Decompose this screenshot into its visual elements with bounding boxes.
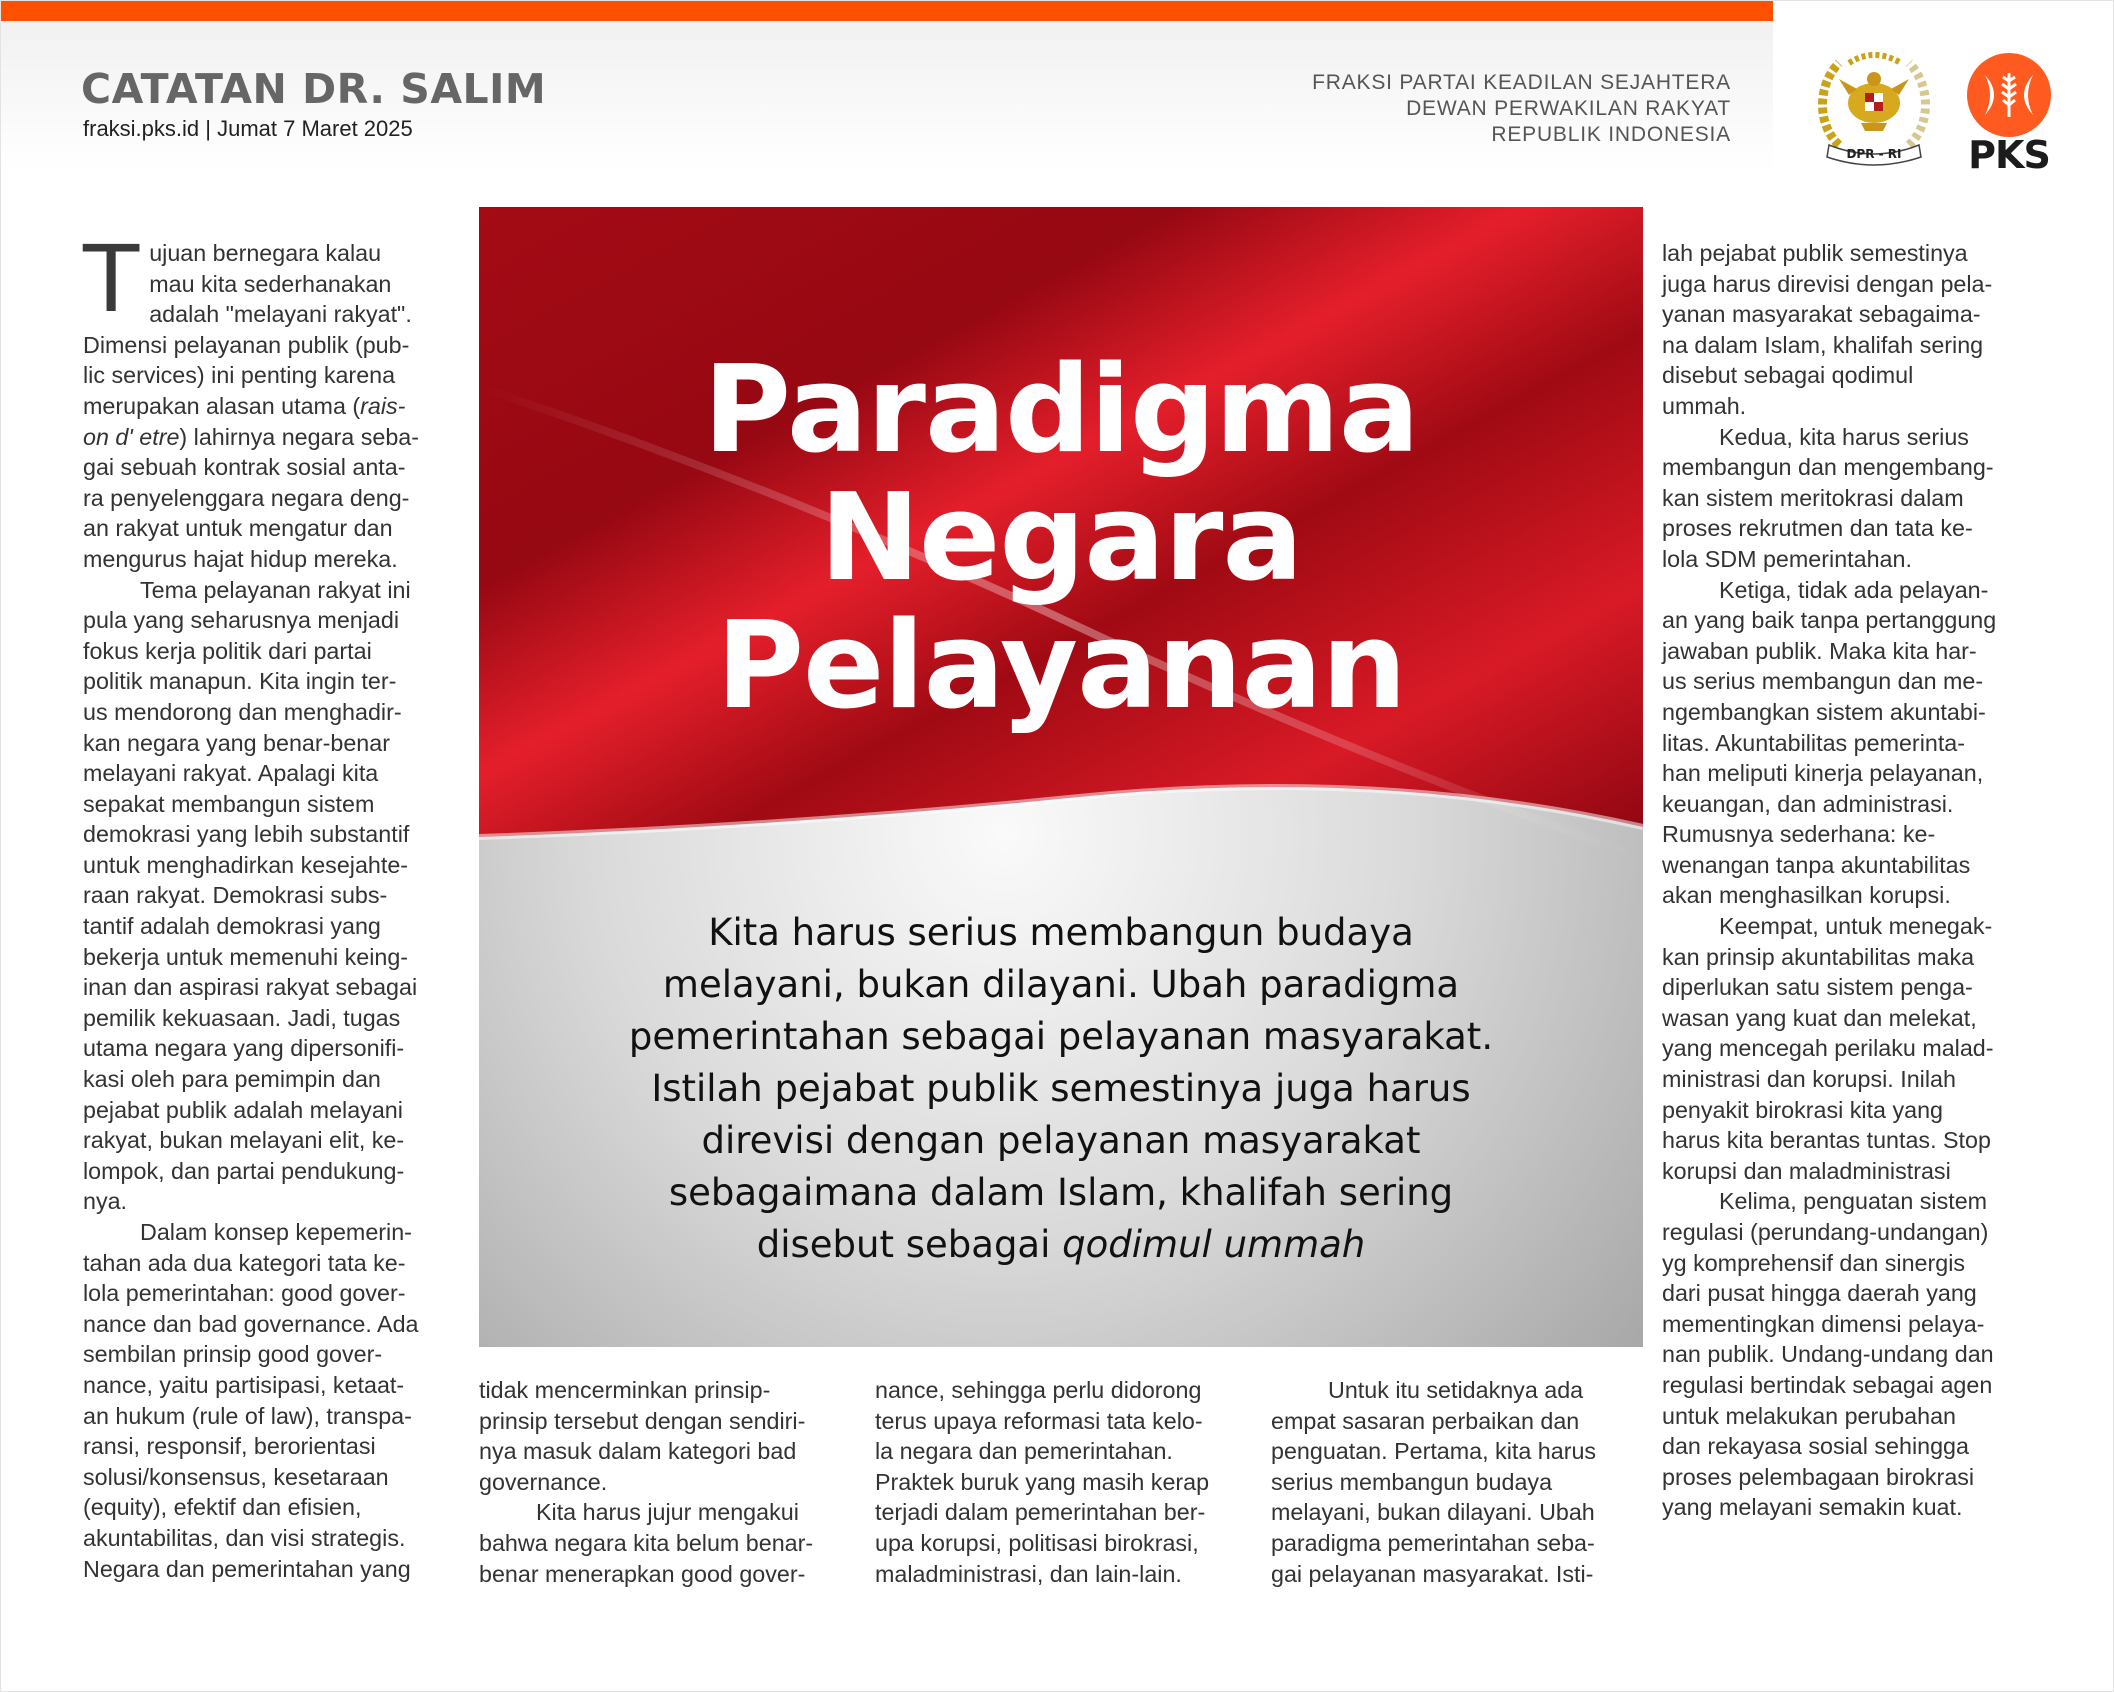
text-line: mementingkan dimensi pelaya- <box>1662 1310 1985 1337</box>
text-line: inan dan aspirasi rakyat sebagai <box>83 974 418 1001</box>
headline-line: Negara <box>819 469 1303 608</box>
text-line: nya masuk dalam kategori bad <box>479 1438 797 1465</box>
text-line: bekerja untuk memenuhi keing- <box>83 943 409 970</box>
text-line: proses pelembagaan birokrasi <box>1662 1463 1975 1490</box>
text-line: harus kita berantas tuntas. Stop <box>1662 1127 1991 1154</box>
text-line: utama negara yang dipersonifi- <box>83 1035 405 1062</box>
text-line: Keempat, untuk menegak- <box>1719 913 1993 940</box>
text-line: keuangan, dan administrasi. <box>1662 790 1954 817</box>
text-line: juga harus direvisi dengan pela- <box>1662 270 1993 297</box>
text-line: sepakat membangun sistem <box>83 790 375 817</box>
article-column-2 <box>479 1375 851 1589</box>
text-line: ummah. <box>1662 392 1747 419</box>
accent-bar <box>1 1 1773 21</box>
text-line: melayani, bukan dilayani. Ubah <box>1271 1499 1595 1526</box>
text-line: lompok, dan partai pendukung- <box>83 1157 405 1184</box>
text-line: gai sebuah kontrak sosial anta- <box>83 454 406 481</box>
column-title: CATATAN DR. SALIM <box>81 65 547 113</box>
pull-quote <box>479 907 1643 1271</box>
text-line: mau kita sederhanakan <box>149 270 392 297</box>
dpr-ri-emblem-icon <box>1809 45 1939 173</box>
text-line: penguatan. Pertama, kita harus <box>1271 1438 1597 1465</box>
quote-line: sebagaimana dalam Islam, khalifah sering <box>668 1171 1454 1214</box>
text-line: terjadi dalam pemerintahan ber- <box>875 1499 1206 1526</box>
text-line: nya. <box>83 1188 128 1215</box>
text-line: melayani rakyat. Apalagi kita <box>83 760 379 787</box>
text-line: lic services) ini penting karena <box>83 362 396 389</box>
text-line: Rumusnya sederhana: ke- <box>1662 821 1936 848</box>
text-line: pejabat publik adalah melayani <box>83 1096 403 1123</box>
text-line: dan rekayasa sosial sehingga <box>1662 1433 1969 1460</box>
text-line: an rakyat untuk mengatur dan <box>83 515 393 542</box>
text-line: maladministrasi, dan lain-lain. <box>875 1560 1182 1587</box>
text-line: kasi oleh para pemimpin dan <box>83 1066 381 1093</box>
text-line: regulasi (perundang-undangan) <box>1662 1219 1989 1245</box>
pks-logo-icon <box>1961 53 2057 177</box>
quote-line <box>479 1219 1643 1271</box>
quote-line: Kita harus serius membangun budaya <box>708 911 1414 954</box>
dpr-label: DPR - RI <box>1846 147 1902 161</box>
text-line: Kedua, kita harus serius <box>1719 423 1969 450</box>
headline-line: Paradigma <box>703 341 1419 480</box>
text-line: untuk melakukan perubahan <box>1662 1402 1957 1429</box>
text-line: regulasi bertindak sebagai agen <box>1662 1371 1993 1398</box>
text-line: gai pelayanan masyarakat. Isti- <box>1271 1560 1594 1587</box>
text-line: jawaban publik. Maka kita har- <box>1662 637 1977 664</box>
text-line: han meliputi kinerja pelayanan, <box>1662 760 1984 787</box>
text-line: tahan ada dua kategori tata ke- <box>83 1249 406 1276</box>
text-line: solusi/konsensus, kesetaraan <box>83 1463 389 1490</box>
text-line: ra penyelenggara negara deng- <box>83 484 410 511</box>
text-line: Dalam konsep kepemerin- <box>140 1219 412 1245</box>
headline <box>479 341 1643 736</box>
text-line: serius membangun budaya <box>1271 1468 1553 1495</box>
text-line: yang mencegah perilaku malad- <box>1662 1035 1994 1062</box>
text-line: disebut sebagai qodimul <box>1662 362 1914 389</box>
text-line: yanan masyarakat sebagaima- <box>1662 301 1981 328</box>
pks-circle-icon <box>1967 53 2051 137</box>
text-line: korupsi dan maladministrasi <box>1662 1157 1951 1184</box>
pks-wordmark: PKS <box>1968 133 2050 177</box>
text-fragment: merupakan alasan utama ( <box>83 392 361 419</box>
text-line: yang melayani semakin kuat. <box>1662 1494 1963 1521</box>
text-line: mengurus hajat hidup mereka. <box>83 545 398 572</box>
text-line: adalah "melayani rakyat". <box>149 301 412 328</box>
text-line: (equity), efektif dan efisien, <box>83 1494 362 1521</box>
article-column-1 <box>83 226 455 1584</box>
text-line: terus upaya reformasi tata kelo- <box>875 1407 1203 1434</box>
text-line: us mendorong dan menghadir- <box>83 698 402 725</box>
text-line: Tema pelayanan rakyat ini <box>140 576 411 603</box>
hero-image <box>479 207 1643 1347</box>
text-line: lola pemerintahan: good gover- <box>83 1280 406 1307</box>
italic-term: rais- <box>360 392 406 419</box>
text-line: upa korupsi, politisasi birokrasi, <box>875 1529 1199 1556</box>
text-line: governance. <box>479 1468 608 1495</box>
org-line: FRAKSI PARTAI KEADILAN SEJAHTERA <box>1312 71 1731 94</box>
headline-line: Pelayanan <box>716 597 1406 736</box>
text-line: an yang baik tanpa pertanggung <box>1662 607 1997 634</box>
quote-line: direvisi dengan pelayanan masyarakat <box>701 1119 1421 1162</box>
article-column-3 <box>875 1375 1247 1589</box>
text-line: nance, sehingga perlu didorong <box>875 1377 1202 1403</box>
article-column-4 <box>1271 1375 1643 1589</box>
quote-italic: qodimul ummah <box>1062 1223 1366 1266</box>
text-line: demokrasi yang lebih substantif <box>83 821 410 848</box>
quote-line: pemerintahan sebagai pelayanan masyarakat. <box>628 1015 1494 1058</box>
text-line: sembilan prinsip good gover- <box>83 1341 383 1368</box>
text-fragment: ) lahirnya negara seba- <box>179 423 419 450</box>
text-line: kan negara yang benar-benar <box>83 729 390 756</box>
text-line: wenangan tanpa akuntabilitas <box>1662 851 1971 878</box>
text-line: fokus kerja politik dari partai <box>83 637 372 664</box>
text-line: akan menghasilkan korupsi. <box>1662 882 1951 909</box>
text-line: ngembangkan sistem akuntabi- <box>1662 698 1986 725</box>
text-line: kan prinsip akuntabilitas maka <box>1662 943 1975 970</box>
text-line: empat sasaran perbaikan dan <box>1271 1407 1580 1434</box>
italic-term: on d' etre <box>83 423 180 450</box>
text-line: rakyat, bukan melayani elit, ke- <box>83 1127 405 1154</box>
text-line: pula yang seharusnya menjadi <box>83 607 400 634</box>
text-line: ujuan bernegara kalau <box>149 240 382 266</box>
text-line: benar menerapkan good gover- <box>479 1560 806 1587</box>
text-line: ransi, responsif, berorientasi <box>83 1433 376 1460</box>
source-date: fraksi.pks.id | Jumat 7 Maret 2025 <box>83 116 413 141</box>
organization-name <box>1312 70 1731 148</box>
text-line: nan publik. Undang-undang dan <box>1662 1341 1994 1368</box>
text-line <box>83 391 455 422</box>
drop-cap: T <box>83 226 140 333</box>
text-line: Untuk itu setidaknya ada <box>1328 1377 1584 1403</box>
text-line: na dalam Islam, khalifah sering <box>1662 331 1984 358</box>
quote-line: melayani, bukan dilayani. Ubah paradigma <box>662 963 1460 1006</box>
text-line: Praktek buruk yang masih kerap <box>875 1468 1210 1495</box>
text-line: Dimensi pelayanan publik (pub- <box>83 331 410 358</box>
text-line: bahwa negara kita belum benar- <box>479 1529 814 1556</box>
text-line: dari pusat hingga daerah yang <box>1662 1280 1977 1307</box>
text-line: pemilik kekuasaan. Jadi, tugas <box>83 1004 401 1031</box>
text-line: yg komprehensif dan sinergis <box>1662 1249 1966 1276</box>
text-line: an hukum (rule of law), transpa- <box>83 1402 412 1429</box>
quote-line: Istilah pejabat publik semestinya juga harus <box>651 1067 1471 1110</box>
text-line: wasan yang kuat dan melekat, <box>1662 1004 1977 1031</box>
text-line: tidak mencerminkan prinsip- <box>479 1377 771 1403</box>
text-line: Kelima, penguatan sistem <box>1719 1188 1988 1215</box>
text-line: paradigma pemerintahan seba- <box>1271 1529 1595 1556</box>
text-line: Ketiga, tidak ada pelayan- <box>1719 576 1989 603</box>
quote-text: disebut sebagai <box>756 1223 1063 1266</box>
text-line: kan sistem meritokrasi dalam <box>1662 484 1964 511</box>
text-line: us serius membangun dan me- <box>1662 668 1984 695</box>
text-line: penyakit birokrasi kita yang <box>1662 1096 1943 1123</box>
text-line: nance, yaitu partisipasi, ketaat- <box>83 1371 405 1398</box>
text-line: membangun dan mengembang- <box>1662 454 1994 481</box>
org-line: REPUBLIK INDONESIA <box>1491 123 1731 146</box>
text-line: proses rekrutmen dan tata ke- <box>1662 515 1973 542</box>
text-line <box>83 422 455 453</box>
text-line: tantif adalah demokrasi yang <box>83 913 381 940</box>
text-line: politik manapun. Kita ingin ter- <box>83 668 397 695</box>
text-line: ministrasi dan korupsi. Inilah <box>1662 1066 1956 1093</box>
text-line: lola SDM pemerintahan. <box>1662 545 1912 572</box>
article-column-5 <box>1662 238 2034 1523</box>
text-line: Negara dan pemerintahan yang <box>83 1555 411 1582</box>
text-line: la negara dan pemerintahan. <box>875 1438 1173 1465</box>
text-line: prinsip tersebut dengan sendiri- <box>479 1407 806 1434</box>
text-line: untuk menghadirkan kesejahte- <box>83 851 409 878</box>
text-line: raan rakyat. Demokrasi subs- <box>83 882 388 909</box>
text-line: litas. Akuntabilitas pemerinta- <box>1662 729 1966 756</box>
text-line: nance dan bad governance. Ada <box>83 1310 419 1337</box>
text-line: diperlukan satu sistem penga- <box>1662 974 1973 1001</box>
text-line: Kita harus jujur mengakui <box>536 1499 799 1526</box>
text-line: lah pejabat publik semestinya <box>1662 240 1968 266</box>
text-line: akuntabilitas, dan visi strategis. <box>83 1524 406 1551</box>
org-line: DEWAN PERWAKILAN RAKYAT <box>1406 97 1731 120</box>
